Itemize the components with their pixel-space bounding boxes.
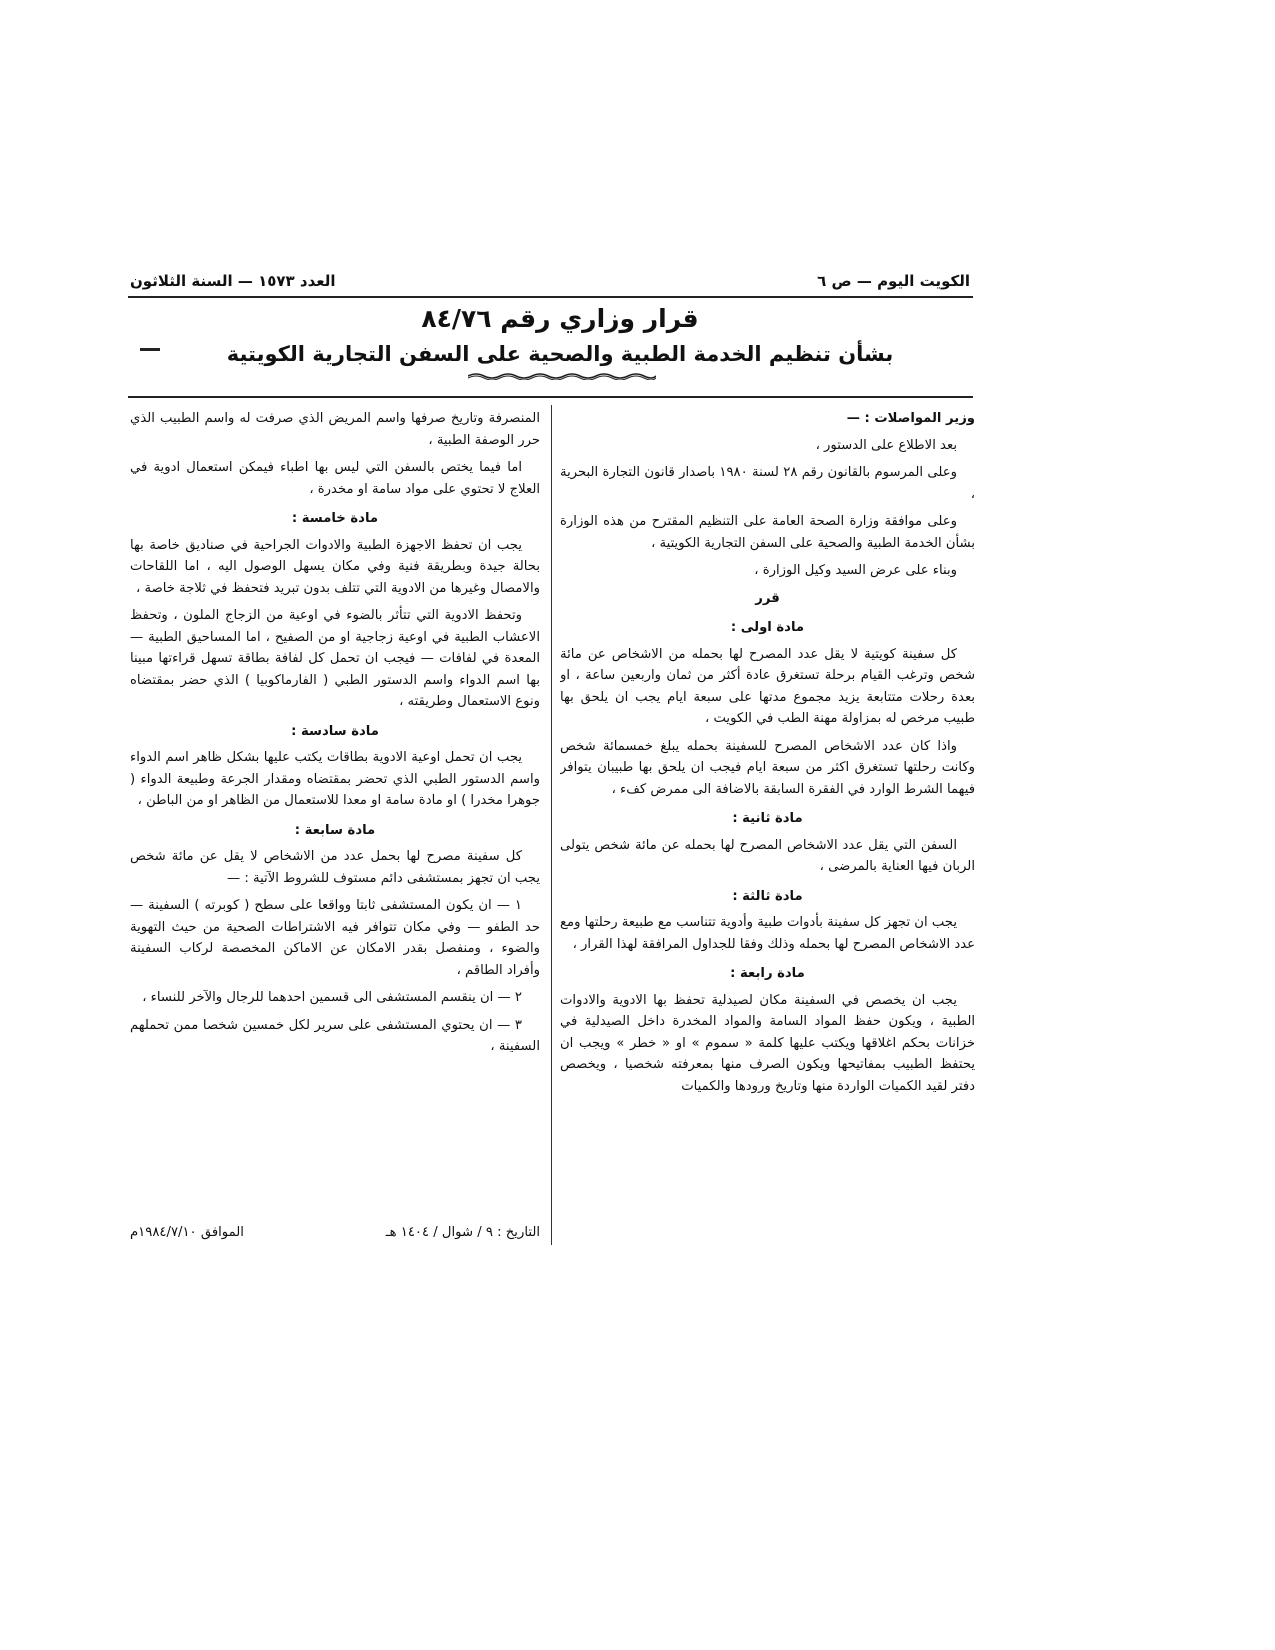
article-paragraph: كل سفينة مصرح لها بحمل عدد من الاشخاص لا يقل عن مائة شخص يجب ان تجهز بمستشفى دائم مستوف للشروط الآتية : — xyxy=(130,849,540,886)
preamble-paragraph: وعلى المرسوم بالقانون رقم ٢٨ لسنة ١٩٨٠ باصدار قانون التجارة البحرية ، xyxy=(560,465,975,502)
preamble-paragraph: بعد الاطلاع على الدستور ، xyxy=(815,437,957,453)
header-rule xyxy=(128,296,973,298)
minister-heading: وزير المواصلات : — xyxy=(846,411,975,426)
preamble-paragraph: وعلى موافقة وزارة الصحة العامة على التنظيم المقترح من هذه الوزارة بشأن الخدمة الطبية والصحية على السفن التجارية الكويتية ، xyxy=(560,514,975,551)
column-divider xyxy=(551,405,552,1245)
article-heading: مادة سابعة : xyxy=(294,822,376,838)
condition-item: ١ — ان يكون المستشفى ثابتا وواقعا على سطح ( كوبرته ) السفينة — حد الطفو — وفي مكان تتوافر فيه الاشتراطات الصحية من حيث التهوية والضوء ، ومنفصل بقدر الامكان عن الاماكن المخصصة لركاب السفينة وأفراد الطاقم ، xyxy=(130,898,540,978)
article-paragraph: يجب ان تحمل اوعية الادوية بطاقات يكتب عليها بشكل ظاهر اسم الدواء واسم الدستور الطبي الذي تحضر بمقتضاه ومقدار الجرعة وطبيعة الدواء ( جوهرا مخدرا ) او مادة سامة او معدا للاستعمال من الظاهر او من الباطن ، xyxy=(130,750,540,808)
ornament-divider-icon xyxy=(468,372,656,380)
hijri-date: التاريخ : ٩ / شوال / ١٤٠٤ هـ xyxy=(385,1225,540,1240)
article-paragraph: يجب ان يخصص في السفينة مكان لصيدلية تحفظ بها الادوية والادوات الطبية ، ويكون حفظ المواد السامة والمواد المخدرة داخل الصيدلية في خزانات بحكم اغلاقها ويكتب عليها كلمة « سموم » او « خطر » ويجب ان يحتفظ الطبيب بمفاتيحها ويكون الصرف منها بمعرفته شخصيا ، ويخصص دفتر لقيد الكميات الواردة منها وتاريخ ورودها والكميات xyxy=(560,992,975,1094)
article-heading: مادة ثانية : xyxy=(732,811,803,826)
preamble-paragraph: وبناء على عرض السيد وكيل الوزارة ، xyxy=(754,563,957,578)
gregorian-date: الموافق ١٩٨٤/٧/١٠م xyxy=(130,1225,244,1240)
article-paragraph: المنصرفة وتاريخ صرفها واسم المريض الذي صرفت له واسم الطبيب الذي حرر الوصفة الطبية ، xyxy=(130,411,540,448)
article-heading: مادة ثالثة : xyxy=(732,888,803,904)
article-heading: مادة خامسة : xyxy=(291,511,379,526)
article-paragraph: كل سفينة كويتية لا يقل عدد المصرح لها بحمله من الاشخاص عن مائة شخص وترغب القيام برحلة تستغرق عادة أكثر من ثمان واربعين ساعة ، او بعدة رحلات متتابعة يزيد مجموع مدتها على سبعة ايام يجب ان يلحق بها طبيب مرخص له بمزاولة مهنة الطب في الكويت ، xyxy=(560,646,975,726)
right-column xyxy=(560,408,975,1248)
journal-page-label: الكويت اليوم — ص ٦ xyxy=(817,272,970,290)
decree-subtitle: بشأن تنظيم الخدمة الطبية والصحية على السفن التجارية الكويتية xyxy=(226,342,894,366)
decision-heading: قرر xyxy=(755,590,780,606)
article-heading: مادة سادسة : xyxy=(291,723,379,739)
article-paragraph: السفن التي يقل عدد الاشخاص المصرح لها بحمله عن مائة شخص يتولى الربان فيها العناية بالمرضى ، xyxy=(560,837,975,874)
article-paragraph: يجب ان تجهز كل سفينة بأدوات طبية وأدوية تتناسب مع طبيعة رحلتها ومع عدد الاشخاص المصرح لها بحمله وذلك وفقا للجداول المرافقة لهذا القرار ، xyxy=(560,915,975,952)
left-column xyxy=(130,408,540,1248)
article-heading: مادة رابعة : xyxy=(730,966,805,981)
page-header xyxy=(130,272,970,296)
title-rule xyxy=(128,396,973,398)
title-dash xyxy=(140,348,160,351)
issue-label: العدد ١٥٧٣ — السنة الثلاثون xyxy=(130,272,336,290)
article-heading: مادة اولى : xyxy=(730,620,805,635)
article-paragraph: يجب ان تحفظ الاجهزة الطبية والادوات الجراحية في صناديق خاصة بها بحالة جيدة وبطريقة فنية وفي مكان يسهل الوصول اليه ، اما اللقاحات والامصال وغيرها من الادوية التي تتلف بدون تبريد فتحفظ في ثلاجة خاصة ، xyxy=(130,537,540,596)
article-paragraph: وتحفظ الادوية التي تتأثر بالضوء في اوعية من الزجاج الملون ، وتحفظ الاعشاب الطبية في اوعية زجاجية او من الصفيح ، اما المساحيق الطبية — المعدة في لفافات — فيجب ان تحمل كل لفافة بطاقة تسهل قراءتها مبينا بها اسم الدواء واسم الدستور الطبي ( الفارماكوبيا ) الذي حضر بمقتضاه ونوع الاستعمال وطريقته ، xyxy=(130,608,540,709)
article-paragraph: واذا كان عدد الاشخاص المصرح للسفينة بحمله يبلغ خمسمائة شخص وكانت رحلتها تستغرق اكثر من سبعة ايام فيجب ان يلحق بها طبيبان يتوافر فيهما الشرط الوارد في الفقرة السابقة بالاضافة الى ممرض كفء ، xyxy=(560,738,975,797)
article-paragraph: اما فيما يختص بالسفن التي ليس بها اطباء فيمكن استعمال ادوية في العلاج لا تحتوي على مواد سامة او مخدرة ، xyxy=(130,460,540,497)
decree-title: قرار وزاري رقم ٨٤/٧٦ xyxy=(421,304,699,333)
condition-item: ٢ — ان ينقسم المستشفى الى قسمين احدهما للرجال والآخر للنساء ، xyxy=(142,990,522,1005)
condition-item: ٣ — ان يحتوي المستشفى على سرير لكل خمسين شخصا ممن تحملهم السفينة ، xyxy=(130,1017,540,1054)
